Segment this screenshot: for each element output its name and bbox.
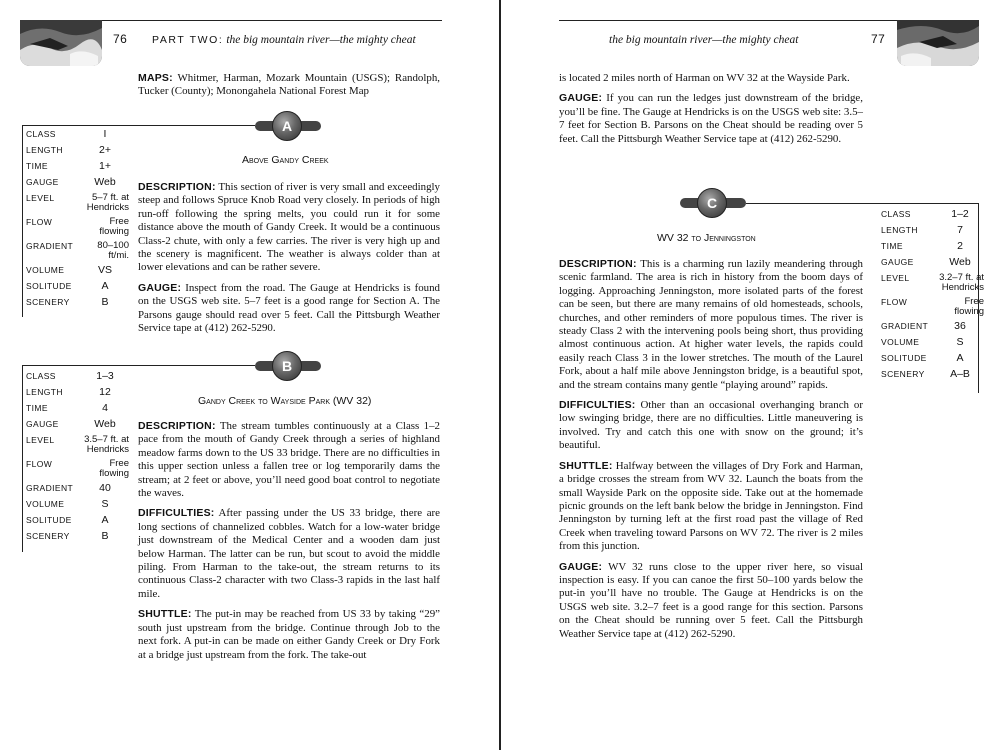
header-photo-thumbnail <box>20 20 102 66</box>
section-b-difficulties: After passing under the US 33 bridge, there are long sections of channelized cobbles. Watch for a low-water bridge just downstream of the Medical Center and a wooden dam just below Harman. The latter can be run, but scout to avoid the middle piling. From Harman to the take-out, the stream returns to its continuous Class-2 character with two Class-3 rapids in the last half mile. <box>138 507 440 600</box>
stat-row: VOLUME S <box>26 498 109 510</box>
stat-row: TIME 1+ <box>26 160 111 172</box>
running-head-part: PART TWO: <box>152 34 224 46</box>
section-b-stats-rule <box>22 365 23 552</box>
shuttle-label: SHUTTLE: <box>559 459 613 472</box>
section-b-description: The stream tumbles continuously at a Class 1–2 pace from the mouth of Gandy Creek through a series of highland meadow farms down to the US 33 bridge. There are no difficulties in this upper section unless a fallen tree or log temporarily dams the stream; at 2 feet or above, you’ll need good boat control to negotiate the waves. <box>138 420 440 500</box>
section-c-description: This is a charming run lazily meandering through scenic farmland. The area is rich in history from the boom days of logging. Approaching Jenningston, more isolated parts of the forest can be seen, but there are many remains of old homesteads, schools, churches, and other reminders of more populous times. The river is steady Class 2 with the intervening pools being short, thus providing almost continuous action. At higher water levels, the rapids could easily reach Class 3 in the lower stretches. The mouth of the Laurel Fork, about a half mile above Jenningston bridge, is a beautiful spot, and the stream contains many gentle “playing around” rapids. <box>559 258 864 391</box>
section-c-letter: C <box>706 195 718 211</box>
description-label: DESCRIPTION: <box>138 181 216 193</box>
stat-row: GRADIENT 40 <box>26 482 111 494</box>
description-label: DESCRIPTION: <box>138 420 216 432</box>
stat-row: TIME 2 <box>881 240 963 252</box>
stat-row: CLASS 1–2 <box>881 208 969 220</box>
section-a-title: Above Gandy Creek <box>242 154 329 166</box>
stat-row: FLOW Free flowing <box>881 296 984 317</box>
gauge-label: GAUGE: <box>138 281 182 294</box>
difficulties-label: DIFFICULTIES: <box>138 507 215 520</box>
section-b-rule <box>22 365 255 366</box>
stat-row: SOLITUDE A <box>881 352 964 364</box>
stat-row: FLOW Free flowing <box>26 216 129 237</box>
stat-row: VOLUME VS <box>26 264 112 276</box>
whitewater-photo-icon <box>897 20 979 66</box>
description-label: DESCRIPTION: <box>559 258 637 270</box>
stat-row: SOLITUDE A <box>26 280 109 292</box>
right-page <box>501 0 1000 750</box>
stat-row: GRADIENT 80–100 ft/mi. <box>26 240 129 261</box>
stat-row: SOLITUDE A <box>26 514 109 526</box>
stat-row: LEVEL 3.2–7 ft. at Hendricks <box>881 272 984 293</box>
stat-row: GAUGE Web <box>26 418 116 430</box>
difficulties-label: DIFFICULTIES: <box>559 399 636 412</box>
gauge-label: GAUGE: <box>559 560 603 573</box>
left-page <box>0 0 499 750</box>
section-a-marker <box>255 111 321 141</box>
continuation-text: is located 2 miles north of Harman on WV 32 at the Wayside Park. <box>559 72 850 84</box>
section-a-stats-rule <box>22 125 23 317</box>
stat-row: GAUGE Web <box>881 256 971 268</box>
stat-row: CLASS 1–3 <box>26 370 114 382</box>
section-a-gauge: Inspect from the road. The Gauge at Hendricks is found on the USGS web site. 5–7 feet is a good range for Section A. The Parsons gauge should read over 5 feet. Call the Pittsburgh Weather Service tape at (412) 262-5290. <box>138 281 440 335</box>
running-head-title: the big mountain river—the mighty cheat <box>226 34 416 46</box>
stat-row: SCENERY B <box>26 296 109 308</box>
stat-row: GRADIENT 36 <box>881 320 966 332</box>
stat-row: GAUGE Web <box>26 176 116 188</box>
stat-row: LEVEL 3.5–7 ft. at Hendricks <box>26 434 129 455</box>
stat-row: SCENERY A–B <box>881 368 970 380</box>
running-head-title: the big mountain river—the mighty cheat <box>609 34 799 46</box>
stat-row: SCENERY B <box>26 530 109 542</box>
page-number: 76 <box>113 32 128 46</box>
maps-label: MAPS: <box>138 72 173 84</box>
header-rule <box>102 20 442 21</box>
stat-row: VOLUME S <box>881 336 964 348</box>
section-c-shuttle: Halfway between the villages of Dry Fork and Harman, a bridge crosses the stream from WV 32. Launch the boats from the small Wayside Park on the opposite side. Take out at the homemade picnic grounds on the left bank below the bridge in Jenningston. Find Jenningston by turning left at the first road past the village of Red Creek when traveling toward Parsons on WV 72. The river is 2 miles from this junction. <box>559 459 864 553</box>
section-c-difficulties: Other than an occasional overhanging branch or low swinging bridge, there are no difficulties. Little maneuvering is involved. Try and catch this one with snow on the ground; it’s beautiful. <box>559 399 863 452</box>
gauge-label: GAUGE: <box>559 92 603 105</box>
stat-row: CLASS I <box>26 128 107 140</box>
section-c-marker <box>680 188 746 218</box>
stat-row: LEVEL 5–7 ft. at Hendricks <box>26 192 129 213</box>
section-b-stats <box>26 370 129 546</box>
section-b-continuation <box>559 72 863 153</box>
section-c-rule <box>746 203 978 204</box>
section-b-title: Gandy Creek to Wayside Park (WV 32) <box>198 395 372 407</box>
maps-paragraph <box>138 72 440 106</box>
section-b-marker <box>255 351 321 381</box>
section-c-stats <box>881 208 984 384</box>
section-c-body <box>559 258 863 648</box>
running-head <box>609 34 798 46</box>
stat-row: LENGTH 7 <box>881 224 963 236</box>
section-b-body <box>138 420 440 669</box>
section-a-description: This section of river is very small and exceedingly steep and follows Spruce Knob Road very closely. In periods of high run-off following the spring melts, you could run it for some distance above the mouth of Gandy Creek. It would be a continuous Class-2 chute, with only a few carries. The river is very high up and the scenery is magnificent. The weather is always colder than at lower elevations and can be rather severe. <box>138 181 441 274</box>
section-a-stats <box>26 128 129 312</box>
stat-row: FLOW Free flowing <box>26 458 129 479</box>
section-b-letter: B <box>281 358 293 374</box>
stat-row: TIME 4 <box>26 402 108 414</box>
section-a-body <box>138 181 440 342</box>
header-rule <box>559 20 897 21</box>
header-photo-thumbnail <box>897 20 979 66</box>
shuttle-label: SHUTTLE: <box>138 608 192 621</box>
page-number: 77 <box>871 32 886 46</box>
stat-row: LENGTH 2+ <box>26 144 111 156</box>
section-a-letter: A <box>281 118 293 134</box>
section-c-title: WV 32 to Jenningston <box>657 232 756 244</box>
section-a-rule <box>22 125 255 126</box>
section-b-gauge: If you can run the ledges just downstream of the bridge, you’ll be fine. The Gauge at Hendricks is on the USGS web site: 3.5–7 feet for Section B. Parsons on the Cheat should be reading over 5 feet. Call the Pittsburgh Weather Service tape at (412) 262-5290. <box>559 92 863 145</box>
section-b-shuttle: The put-in may be reached from US 33 by taking “29” south just upstream from the bridge. Continue through Job to the next fork. A put-in can be made on either Gandy Creek or Dry Fork at a bridge just upstream from the fork. The take-out <box>138 608 440 661</box>
maps-text: Whitmer, Harman, Mozark Mountain (USGS); Randolph, Tucker (County); Monongahela National Forest Map <box>138 72 440 98</box>
stat-row: LENGTH 12 <box>26 386 111 398</box>
section-c-gauge: WV 32 runs close to the upper river here, so visual inspection is easy. If you can canoe the first 50–100 yards below the put-in you’ll have no trouble. The Gauge at Hendricks is on the USGS web site. 3.2–7 feet is a good range for this section. Parsons on the Cheat should be running over 5 feet. Call the Pittsburgh Weather Service tape at (412) 262-5290. <box>559 560 863 640</box>
running-head <box>152 34 416 46</box>
whitewater-photo-icon <box>20 20 102 66</box>
